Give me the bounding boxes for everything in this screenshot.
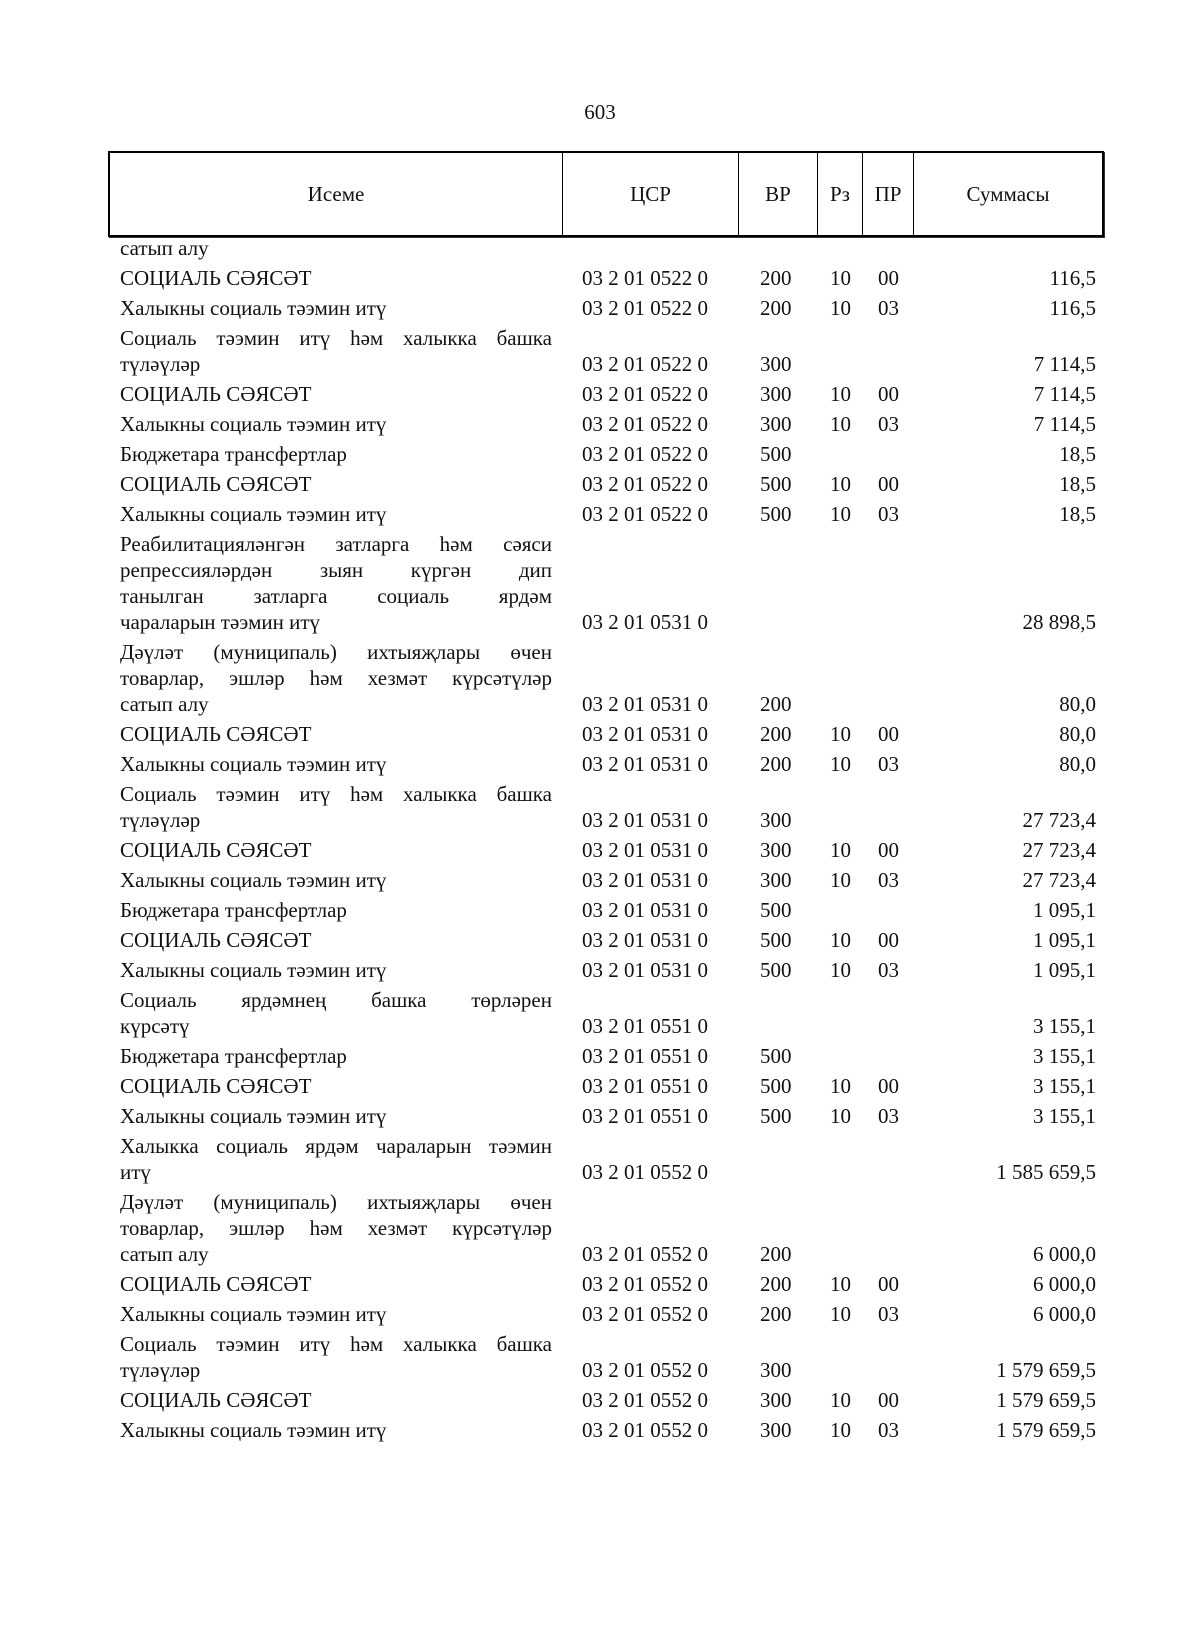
row-csr: 03 2 01 0552 0 — [582, 1242, 708, 1266]
row-name-line: түләүләр — [120, 1358, 201, 1382]
row-rz — [830, 1357, 870, 1383]
row-name-line: Социаль ярдәмнең башка төрләрен — [120, 988, 552, 1012]
row-pr: 00 — [878, 1388, 899, 1412]
table-row — [0, 639, 1200, 717]
row-pr: 03 — [878, 868, 899, 892]
table-row — [0, 1189, 1200, 1267]
row-rz: 10 — [830, 838, 851, 862]
row-csr: 03 2 01 0531 0 — [582, 868, 708, 892]
row-sum: 1 585 659,5 — [996, 1160, 1096, 1184]
row-sum: 7 114,5 — [1033, 382, 1096, 406]
row-vr: 300 — [760, 412, 792, 436]
row-pr — [878, 691, 918, 717]
row-vr — [760, 609, 820, 635]
row-sum: 80,0 — [1059, 752, 1096, 776]
column-header-vr: ВР — [739, 153, 818, 235]
row-sum: 1 095,1 — [1033, 898, 1096, 922]
row-name-line: түләүләр — [120, 352, 201, 376]
row-vr: 200 — [760, 1272, 792, 1296]
table-row — [0, 1073, 1200, 1099]
row-vr: 300 — [760, 868, 792, 892]
table-row — [0, 1387, 1200, 1413]
row-rz — [830, 1241, 870, 1267]
row-sum: 1 579 659,5 — [996, 1418, 1096, 1442]
row-csr: 03 2 01 0552 0 — [582, 1272, 708, 1296]
row-rz — [830, 609, 870, 635]
row-name-line: итү — [120, 1160, 151, 1184]
row-name — [120, 1387, 552, 1413]
row-name-line: Халыкны социаль тәэмин итү — [120, 1418, 387, 1442]
row-sum: 1 579 659,5 — [996, 1388, 1096, 1412]
row-pr: 00 — [878, 1074, 899, 1098]
row-pr: 03 — [878, 752, 899, 776]
row-csr: 03 2 01 0551 0 — [582, 1014, 708, 1038]
row-vr — [760, 1159, 820, 1185]
row-vr: 500 — [760, 442, 792, 466]
table-row — [0, 1103, 1200, 1129]
row-name-line: Дәүләт (муниципаль) ихтыяҗлары өчен — [120, 640, 552, 664]
row-vr: 300 — [760, 382, 792, 406]
row-sum: 116,5 — [1049, 266, 1096, 290]
table-row — [0, 1043, 1200, 1069]
row-name — [120, 1073, 552, 1099]
row-csr: 03 2 01 0552 0 — [582, 1302, 708, 1326]
row-name — [120, 235, 552, 261]
row-rz: 10 — [830, 412, 851, 436]
row-vr: 200 — [760, 266, 792, 290]
page-number: 603 — [584, 100, 616, 124]
column-header-sum: Суммасы — [966, 181, 1050, 206]
row-name-line: сатып алу — [120, 236, 209, 260]
row-name — [120, 781, 552, 833]
row-sum: 3 155,1 — [1033, 1014, 1096, 1038]
row-pr — [878, 1159, 918, 1185]
row-name-line: репрессияләрдән зыян күргән дип — [120, 558, 552, 582]
row-rz: 10 — [830, 472, 851, 496]
row-sum: 3 155,1 — [1033, 1044, 1096, 1068]
row-name-line: Дәүләт (муниципаль) ихтыяҗлары өчен — [120, 1190, 552, 1214]
table-row — [0, 1417, 1200, 1443]
row-name — [120, 927, 552, 953]
row-pr: 00 — [878, 1272, 899, 1296]
row-csr: 03 2 01 0522 0 — [582, 296, 708, 320]
row-name-line: Социаль тәэмин итү һәм халыкка башка — [120, 326, 552, 350]
row-rz: 10 — [830, 1418, 851, 1442]
table-row — [0, 1331, 1200, 1383]
row-vr: 200 — [760, 296, 792, 320]
row-name — [120, 897, 552, 923]
row-csr: 03 2 01 0522 0 — [582, 266, 708, 290]
row-name — [120, 295, 552, 321]
row-csr: 03 2 01 0531 0 — [582, 692, 708, 716]
row-csr: 03 2 01 0551 0 — [582, 1074, 708, 1098]
row-sum: 80,0 — [1059, 692, 1096, 716]
row-pr: 00 — [878, 838, 899, 862]
row-name — [120, 1133, 552, 1185]
row-name-line: СОЦИАЛЬ СӘЯСӘТ — [120, 382, 312, 406]
row-pr: 03 — [878, 1418, 899, 1442]
row-name-line: Халыкны социаль тәэмин итү — [120, 958, 387, 982]
row-pr — [878, 609, 918, 635]
row-vr — [760, 1013, 820, 1039]
table-row — [0, 751, 1200, 777]
table-row — [0, 867, 1200, 893]
row-pr: 00 — [878, 472, 899, 496]
row-name — [120, 1043, 552, 1069]
row-vr: 500 — [760, 898, 792, 922]
row-csr: 03 2 01 0551 0 — [582, 1044, 708, 1068]
row-name — [120, 325, 552, 377]
row-pr: 00 — [878, 928, 899, 952]
row-vr: 300 — [760, 1388, 792, 1412]
row-pr: 03 — [878, 296, 899, 320]
table-row — [0, 501, 1200, 527]
row-vr: 200 — [760, 752, 792, 776]
row-rz: 10 — [830, 1104, 851, 1128]
row-sum: 7 114,5 — [1033, 412, 1096, 436]
row-rz: 10 — [830, 502, 851, 526]
table-row — [0, 987, 1200, 1039]
row-csr: 03 2 01 0552 0 — [582, 1160, 708, 1184]
row-sum: 6 000,0 — [1033, 1242, 1096, 1266]
table-row — [0, 471, 1200, 497]
row-name — [120, 471, 552, 497]
row-csr: 03 2 01 0531 0 — [582, 958, 708, 982]
row-name — [120, 957, 552, 983]
row-pr — [878, 1013, 918, 1039]
row-name-line: Халыкны социаль тәэмин итү — [120, 868, 387, 892]
row-pr: 03 — [878, 412, 899, 436]
row-name-line: СОЦИАЛЬ СӘЯСӘТ — [120, 472, 312, 496]
row-csr: 03 2 01 0531 0 — [582, 838, 708, 862]
row-vr: 200 — [760, 722, 792, 746]
row-name-line: СОЦИАЛЬ СӘЯСӘТ — [120, 266, 312, 290]
row-sum: 18,5 — [1059, 472, 1096, 496]
row-name-line: товарлар, эшләр һәм хезмәт күрсәтүләр — [120, 1216, 552, 1240]
row-csr: 03 2 01 0531 0 — [582, 808, 708, 832]
row-sum: 18,5 — [1059, 442, 1096, 466]
row-name-line: Бюджетара трансфертлар — [120, 442, 347, 466]
row-name-line: Халыкны социаль тәэмин итү — [120, 1302, 387, 1326]
row-rz — [830, 1013, 870, 1039]
row-sum: 27 723,4 — [1022, 868, 1096, 892]
row-csr: 03 2 01 0522 0 — [582, 352, 708, 376]
row-csr: 03 2 01 0531 0 — [582, 610, 708, 634]
row-rz: 10 — [830, 382, 851, 406]
row-pr: 00 — [878, 722, 899, 746]
row-pr: 03 — [878, 958, 899, 982]
row-sum: 27 723,4 — [1022, 838, 1096, 862]
table-row — [0, 1301, 1200, 1327]
row-name — [120, 531, 552, 635]
row-pr: 03 — [878, 1302, 899, 1326]
row-sum: 6 000,0 — [1033, 1272, 1096, 1296]
row-vr: 200 — [760, 692, 792, 716]
row-vr: 500 — [760, 958, 792, 982]
row-sum: 1 579 659,5 — [996, 1358, 1096, 1382]
row-vr: 300 — [760, 1358, 792, 1382]
row-name — [120, 867, 552, 893]
row-vr: 500 — [760, 472, 792, 496]
row-rz: 10 — [830, 1302, 851, 1326]
row-sum: 80,0 — [1059, 722, 1096, 746]
row-rz — [830, 1159, 870, 1185]
row-name-line: Бюджетара трансфертлар — [120, 1044, 347, 1068]
row-name — [120, 1331, 552, 1383]
column-header-pr: ПР — [863, 153, 914, 235]
row-rz: 10 — [830, 928, 851, 952]
row-vr: 500 — [760, 1044, 792, 1068]
row-sum: 3 155,1 — [1033, 1074, 1096, 1098]
row-name-line: СОЦИАЛЬ СӘЯСӘТ — [120, 1388, 312, 1412]
row-rz: 10 — [830, 752, 851, 776]
table-row — [0, 531, 1200, 635]
row-rz: 10 — [830, 958, 851, 982]
row-csr: 03 2 01 0522 0 — [582, 382, 708, 406]
row-csr: 03 2 01 0552 0 — [582, 1388, 708, 1412]
row-rz: 10 — [830, 722, 851, 746]
row-rz — [830, 691, 870, 717]
row-vr: 500 — [760, 1074, 792, 1098]
row-sum: 28 898,5 — [1022, 610, 1096, 634]
row-sum: 1 095,1 — [1033, 928, 1096, 952]
row-vr: 300 — [760, 1418, 792, 1442]
row-name — [120, 501, 552, 527]
row-name-line: Халыкны социаль тәэмин итү — [120, 1104, 387, 1128]
row-sum: 7 114,5 — [1033, 352, 1096, 376]
row-name-line: күрсәтү — [120, 1014, 190, 1038]
row-csr: 03 2 01 0522 0 — [582, 442, 708, 466]
row-name — [120, 1189, 552, 1267]
row-rz: 10 — [830, 1388, 851, 1412]
row-csr: 03 2 01 0522 0 — [582, 472, 708, 496]
row-sum: 18,5 — [1059, 502, 1096, 526]
row-vr: 300 — [760, 808, 792, 832]
row-vr: 200 — [760, 1242, 792, 1266]
row-name — [120, 721, 552, 747]
row-pr: 03 — [878, 502, 899, 526]
row-name — [120, 265, 552, 291]
table-row — [0, 927, 1200, 953]
row-vr: 300 — [760, 352, 792, 376]
row-name-line: Халыкны социаль тәэмин итү — [120, 296, 387, 320]
row-vr: 300 — [760, 838, 792, 862]
table-row — [0, 1133, 1200, 1185]
row-name-line: СОЦИАЛЬ СӘЯСӘТ — [120, 1074, 312, 1098]
table-row — [0, 325, 1200, 377]
row-name — [120, 1103, 552, 1129]
row-name-line: Бюджетара трансфертлар — [120, 898, 347, 922]
row-csr: 03 2 01 0551 0 — [582, 1104, 708, 1128]
row-name-line: Социаль тәэмин итү һәм халыкка башка — [120, 1332, 552, 1356]
row-sum: 3 155,1 — [1033, 1104, 1096, 1128]
row-pr — [878, 1241, 918, 1267]
row-sum: 6 000,0 — [1033, 1302, 1096, 1326]
row-csr: 03 2 01 0531 0 — [582, 722, 708, 746]
row-name-line: Реабилитацияләнгән затларга һәм сәяси — [120, 532, 552, 556]
row-name-line: чараларын тәэмин итү — [120, 610, 321, 634]
row-pr: 00 — [878, 266, 899, 290]
row-name — [120, 1301, 552, 1327]
row-name-line: Халыкны социаль тәэмин итү — [120, 412, 387, 436]
row-name-line: СОЦИАЛЬ СӘЯСӘТ — [120, 722, 312, 746]
row-name — [120, 381, 552, 407]
row-name — [120, 411, 552, 437]
table-row — [0, 1271, 1200, 1297]
row-sum: 1 095,1 — [1033, 958, 1096, 982]
row-sum: 27 723,4 — [1022, 808, 1096, 832]
column-header-rz: Рз — [818, 153, 863, 235]
table-row — [0, 265, 1200, 291]
row-name-line: СОЦИАЛЬ СӘЯСӘТ — [120, 1272, 312, 1296]
row-csr: 03 2 01 0522 0 — [582, 502, 708, 526]
row-rz — [830, 351, 870, 377]
row-name-line: сатып алу — [120, 692, 209, 716]
row-sum: 116,5 — [1049, 296, 1096, 320]
row-pr: 00 — [878, 382, 899, 406]
row-name-line: товарлар, эшләр һәм хезмәт күрсәтүләр — [120, 666, 552, 690]
table-row — [0, 781, 1200, 833]
row-name — [120, 837, 552, 863]
table-row — [0, 235, 1200, 261]
row-csr: 03 2 01 0531 0 — [582, 928, 708, 952]
row-pr — [878, 1357, 918, 1383]
table-row — [0, 411, 1200, 437]
row-name — [120, 441, 552, 467]
row-rz — [830, 807, 870, 833]
row-csr: 03 2 01 0531 0 — [582, 898, 708, 922]
row-name-line: танылган затларга социаль ярдәм — [120, 584, 552, 608]
row-csr: 03 2 01 0552 0 — [582, 1358, 708, 1382]
row-csr: 03 2 01 0531 0 — [582, 752, 708, 776]
row-pr — [878, 807, 918, 833]
row-rz: 10 — [830, 266, 851, 290]
table-row — [0, 957, 1200, 983]
row-vr: 200 — [760, 1302, 792, 1326]
row-vr: 500 — [760, 502, 792, 526]
row-name — [120, 751, 552, 777]
row-name-line: СОЦИАЛЬ СӘЯСӘТ — [120, 928, 312, 952]
table-row — [0, 295, 1200, 321]
row-pr — [878, 351, 918, 377]
table-row — [0, 381, 1200, 407]
table-row — [0, 721, 1200, 747]
column-header-name: Исеме — [110, 153, 563, 235]
row-name-line: сатып алу — [120, 1242, 209, 1266]
row-name-line: түләүләр — [120, 808, 201, 832]
row-name-line: СОЦИАЛЬ СӘЯСӘТ — [120, 838, 312, 862]
table-row — [0, 837, 1200, 863]
row-name — [120, 1271, 552, 1297]
row-rz: 10 — [830, 1074, 851, 1098]
row-name-line: Халыкны социаль тәэмин итү — [120, 752, 387, 776]
row-name — [120, 1417, 552, 1443]
column-header-csr: ЦСР — [563, 153, 739, 235]
row-rz: 10 — [830, 1272, 851, 1296]
row-csr: 03 2 01 0522 0 — [582, 412, 708, 436]
row-vr: 500 — [760, 928, 792, 952]
table-row — [0, 441, 1200, 467]
row-rz: 10 — [830, 868, 851, 892]
table-row — [0, 897, 1200, 923]
row-csr: 03 2 01 0552 0 — [582, 1418, 708, 1442]
row-name-line: Халыкны социаль тәэмин итү — [120, 502, 387, 526]
row-name-line: Халыкка социаль ярдәм чараларын тәэмин — [120, 1134, 552, 1158]
row-pr: 03 — [878, 1104, 899, 1128]
row-name — [120, 987, 552, 1039]
row-name — [120, 639, 552, 717]
row-name-line: Социаль тәэмин итү һәм халыкка башка — [120, 782, 552, 806]
row-rz: 10 — [830, 296, 851, 320]
row-vr: 500 — [760, 1104, 792, 1128]
